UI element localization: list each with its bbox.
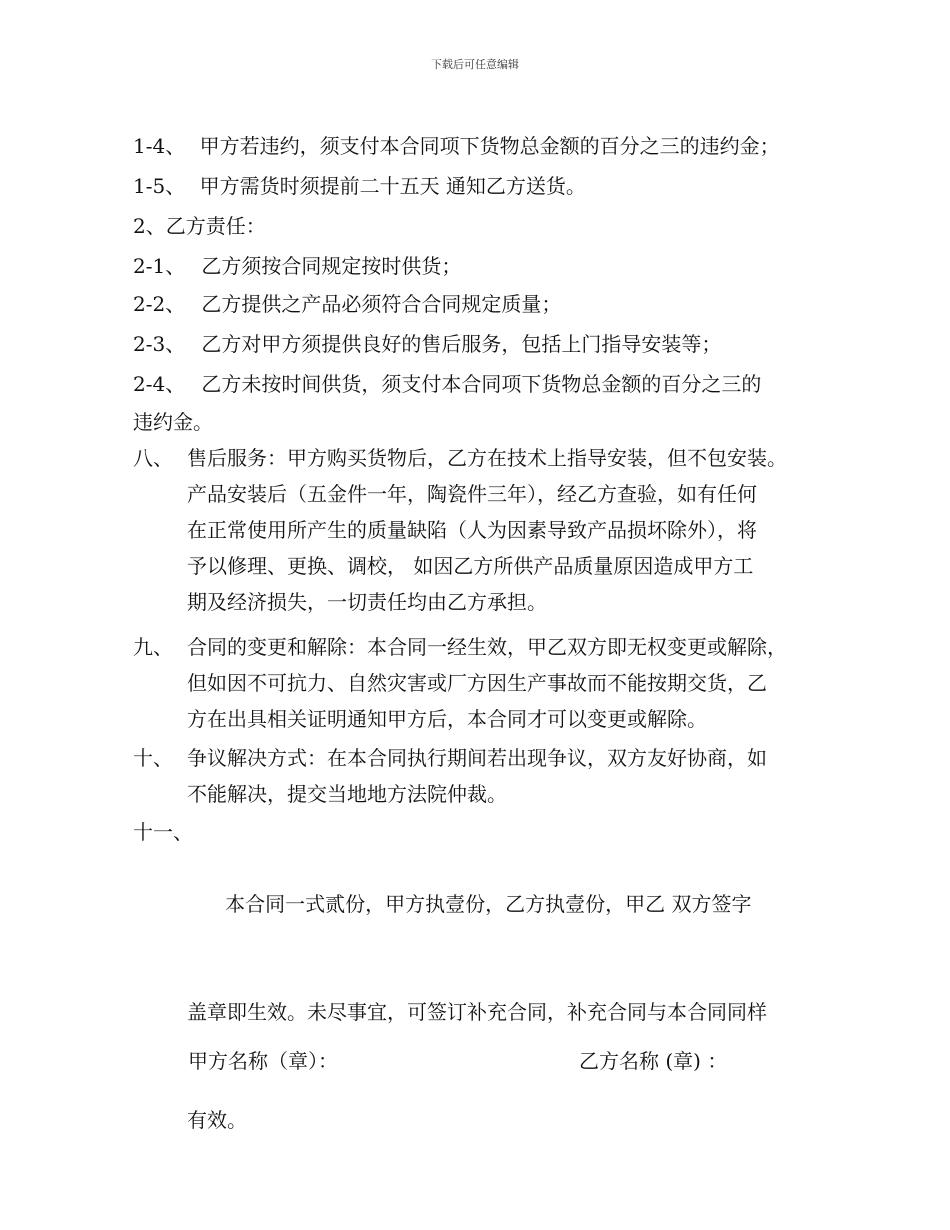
section-line: 售后服务：甲方购买货物后，乙方在技术上指导安装，但不包安装。 — [187, 446, 787, 470]
section-line: 争议解决方式：在本合同执行期间若出现争议，双方友好协商，如 — [187, 746, 767, 770]
party-b-signature: 乙方名称 (章) ： — [579, 1049, 728, 1073]
section-line: 盖章即生效。未尽事宜，可签订补充合同，补充合同与本合同同样 — [187, 1000, 767, 1024]
section-line: 但如因不可抗力、自然灾害或厂方因生产事故而不能按期交货，乙 — [187, 671, 767, 695]
clause-text: 乙方须按合同规定按时供货； — [201, 254, 462, 278]
section-body — [187, 440, 833, 620]
section-number: 十、 — [133, 746, 173, 770]
section-body — [187, 814, 833, 1210]
section-10-dispute — [133, 740, 833, 812]
clause-2-2 — [133, 294, 561, 314]
section-line: 本合同一式贰份，甲方执壹份，乙方执壹份，甲乙 双方签字 — [187, 892, 752, 916]
section-number: 九、 — [133, 635, 173, 659]
section-11-copies — [133, 814, 833, 1210]
clause-text: 乙方责任： — [165, 214, 266, 238]
section-number: 八、 — [133, 446, 173, 470]
party-a-signature: 甲方名称（章）： — [188, 1049, 338, 1073]
section-number: 十一、 — [133, 820, 193, 844]
section-line: 不能解决，提交当地地方法院仲裁。 — [187, 782, 507, 806]
section-line: 有效。 — [187, 1108, 247, 1132]
clause-text: 乙方提供之产品必须符合合同规定质量； — [201, 292, 562, 316]
clause-2-3 — [133, 334, 721, 354]
clause-2-4-continued: 违约金。 — [133, 410, 213, 434]
section-line: 在正常使用所产生的质量缺陷（人为因素导致产品损坏除外），将 — [187, 518, 757, 542]
clause-number: 2、 — [133, 214, 166, 238]
section-line: 期及经济损失，一切责任均由乙方承担。 — [187, 590, 547, 614]
clause-text: 甲方需货时须提前二十五天 通知乙方送货。 — [199, 174, 586, 198]
clause-number: 1-4、 — [133, 134, 186, 158]
clause-2-4 — [133, 374, 761, 394]
section-line: 合同的变更和解除：本合同一经生效，甲乙双方即无权变更或解除， — [187, 635, 787, 659]
section-line: 产品安装后（五金件一年，陶瓷件三年），经乙方查验，如有任何 — [187, 482, 757, 506]
section-line: 方在出具相关证明通知甲方后，本合同才可以变更或解除。 — [187, 707, 707, 731]
clause-number: 2-4、 — [133, 372, 186, 396]
section-body — [187, 629, 833, 737]
clause-1-4 — [133, 136, 780, 156]
section-body — [187, 740, 833, 812]
clause-text: 乙方未按时间供货，须支付本合同项下货物总金额的百分之三的 — [201, 372, 762, 396]
clause-1-5 — [133, 176, 586, 196]
section-line: 予以修理、更换、调校， 如因乙方所供产品质量原因造成甲方工 — [187, 554, 754, 578]
clause-text: 乙方对甲方须提供良好的售后服务，包括上门指导安装等； — [201, 332, 722, 356]
page-header: 下载后可任意编辑 — [431, 58, 519, 71]
clause-2-1 — [133, 256, 461, 276]
clause-2 — [133, 216, 266, 236]
clause-text: 甲方若违约，须支付本合同项下货物总金额的百分之三的违约金； — [199, 134, 780, 158]
clause-number: 2-3、 — [133, 332, 186, 356]
clause-number: 2-1、 — [133, 254, 186, 278]
section-8-after-sales — [133, 440, 833, 620]
clause-number: 1-5、 — [133, 174, 186, 198]
section-9-change-termination — [133, 629, 833, 737]
clause-number: 2-2、 — [133, 292, 186, 316]
